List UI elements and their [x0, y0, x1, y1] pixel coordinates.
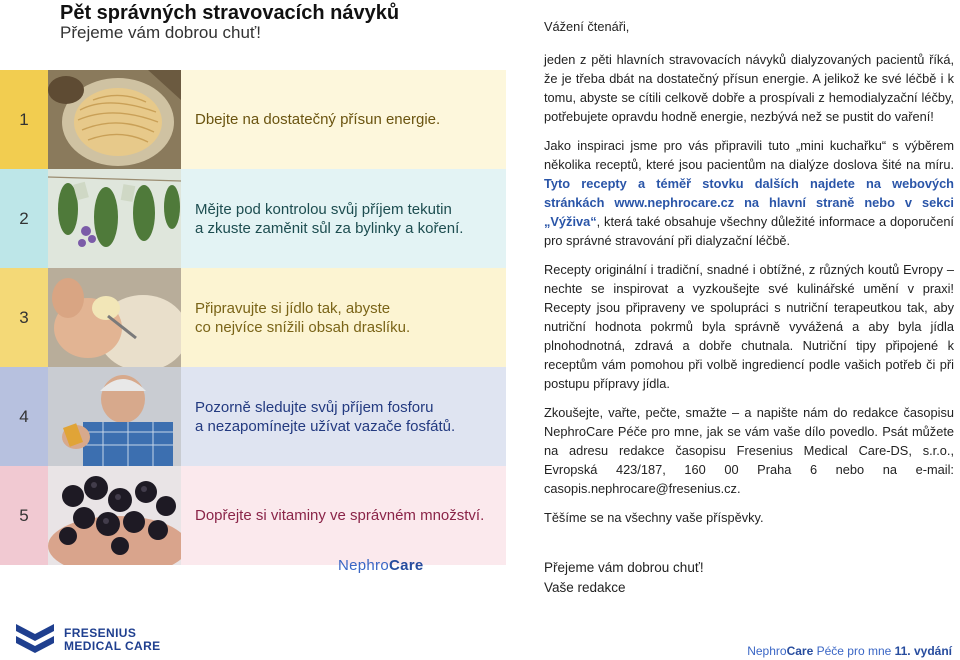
fresenius-logo	[16, 624, 161, 656]
tip-row-5	[0, 466, 506, 565]
elderly-man-photo	[48, 367, 181, 466]
tips-list	[0, 70, 506, 565]
page-title: Pět správných stravovacích návyků	[60, 2, 400, 24]
nephrocare-logo-part1: Nephro	[338, 557, 389, 574]
editorial-letter	[544, 17, 954, 537]
footer-issue	[747, 644, 952, 658]
letter-signoff	[544, 558, 704, 598]
tip-row-2	[0, 169, 506, 268]
tip-line: a zkuste zaměnit sůl za bylinky a koření.	[195, 219, 464, 237]
tip-number: 3	[0, 268, 48, 367]
tip-row-1	[0, 70, 506, 169]
hanging-herbs-photo	[48, 169, 181, 268]
signoff-line-1: Přejeme vám dobrou chuť!	[544, 560, 704, 575]
footer-issue-number: 11. vydání	[894, 644, 952, 658]
nephrocare-logo	[338, 557, 424, 574]
letter-paragraph-1: jeden z pěti hlavních stravovacích návyků dialyzovaných pacientů říká, že je třeba dbát na dostatečný přísun energie. A jelikož ke své léčbě i k tomu, abyste se cítili celkově dobře a prospívali z hemodialyzační léčby, potřebujete opravdu hodně energie, nezbývá než se pustit do vaření!	[544, 52, 954, 124]
blackberries-photo	[48, 466, 181, 565]
letter-paragraph-2-intro: Jako inspiraci jsme pro vás připravili tuto „mini kuchařku“ s výběrem několika receptů, které jsou pacientům na dialýze doslova šité na míru.	[544, 138, 954, 172]
footer-magazine: Péče pro mne	[813, 644, 895, 658]
letter-paragraph-5: Těšíme se na všechny vaše příspěvky.	[544, 510, 764, 525]
tip-line: Mějte pod kontrolou svůj příjem tekutin	[195, 200, 452, 218]
tip-row-3	[0, 268, 506, 367]
letter-paragraph-2	[544, 136, 954, 250]
tip-text	[181, 268, 506, 367]
tip-row-4	[0, 367, 506, 466]
signoff-line-2: Vaše redakce	[544, 580, 626, 595]
tip-line: Dbejte na dostatečný přísun energie.	[195, 111, 441, 128]
tip-text	[181, 466, 506, 565]
tip-line: Dopřejte si vitaminy ve správném množství.	[195, 507, 485, 524]
tip-text	[181, 70, 506, 169]
tip-number: 4	[0, 367, 48, 466]
fresenius-chevron-icon	[16, 624, 54, 656]
peeling-potato-photo	[48, 268, 181, 367]
tip-line: a nezapomínejte užívat vazače fosfátů.	[195, 417, 456, 435]
nephrocare-logo-part2: Care	[389, 557, 424, 574]
fresenius-line2: MEDICAL CARE	[64, 639, 161, 653]
letter-paragraph-2-end: , která také obsahuje všechny důležité informace a doporučení pro správné stravování při dialyzační léčbě.	[544, 214, 954, 248]
website-highlight: Tyto recepty a téměř stovku dalších najdete na webových stránkách www.nephrocare.cz na hlavní straně nebo v sekci „Výživa“	[544, 176, 954, 229]
pasta-noodles-photo	[48, 70, 181, 169]
letter-paragraph-4: Zkoušejte, vařte, pečte, smažte – a napište nám do redakce časopisu NephroCare Péče pro mne, jak se vám vaše dílo povedlo. Psát můžete na adresu redakce časopisu Fresenius Medical Care-DS, s.r.o., Evropská 423/187, 160 00 Praha 6 nebo na e-mail: casopis.nephrocare@fresenius.cz.	[544, 405, 954, 496]
tip-text	[181, 169, 506, 268]
tip-number: 1	[0, 70, 48, 169]
footer-brand-part2: Care	[786, 644, 814, 658]
page-header	[0, 0, 506, 70]
tip-line: Pozorně sledujte svůj příjem fosforu	[195, 398, 434, 416]
tip-line: Připravujte si jídlo tak, abyste	[195, 299, 391, 317]
letter-paragraph-3: Recepty originální i tradiční, snadné i obtížné, z různých koutů Evropy – nechte se inspirovat a vyzkoušejte své kulinářské umění v praxi! Recepty jsou připraveny ve spolupráci s nutriční terapeutkou tak, aby nutriční hodnota pokrmů byla správně vyvážená a aby byla jídla plnohodnotná, zdravá a dobře chutnala. Nutriční tipy připojené k receptům vám pomohou při volbě ingrediencí podle vašich potřeb či při postupu přípravy jídla.	[544, 262, 954, 391]
footer-brand-part1: Nephro	[747, 644, 787, 658]
tip-text	[181, 367, 506, 466]
tip-line: co nejvíce snížili obsah draslíku.	[195, 318, 411, 336]
tip-number: 2	[0, 169, 48, 268]
tip-number: 5	[0, 466, 48, 565]
letter-salutation: Vážení čtenáři,	[544, 19, 630, 34]
fresenius-logo-text	[64, 627, 161, 653]
page-subtitle: Přejeme vám dobrou chuť!	[60, 23, 262, 42]
fresenius-line1: FRESENIUS	[64, 626, 137, 640]
